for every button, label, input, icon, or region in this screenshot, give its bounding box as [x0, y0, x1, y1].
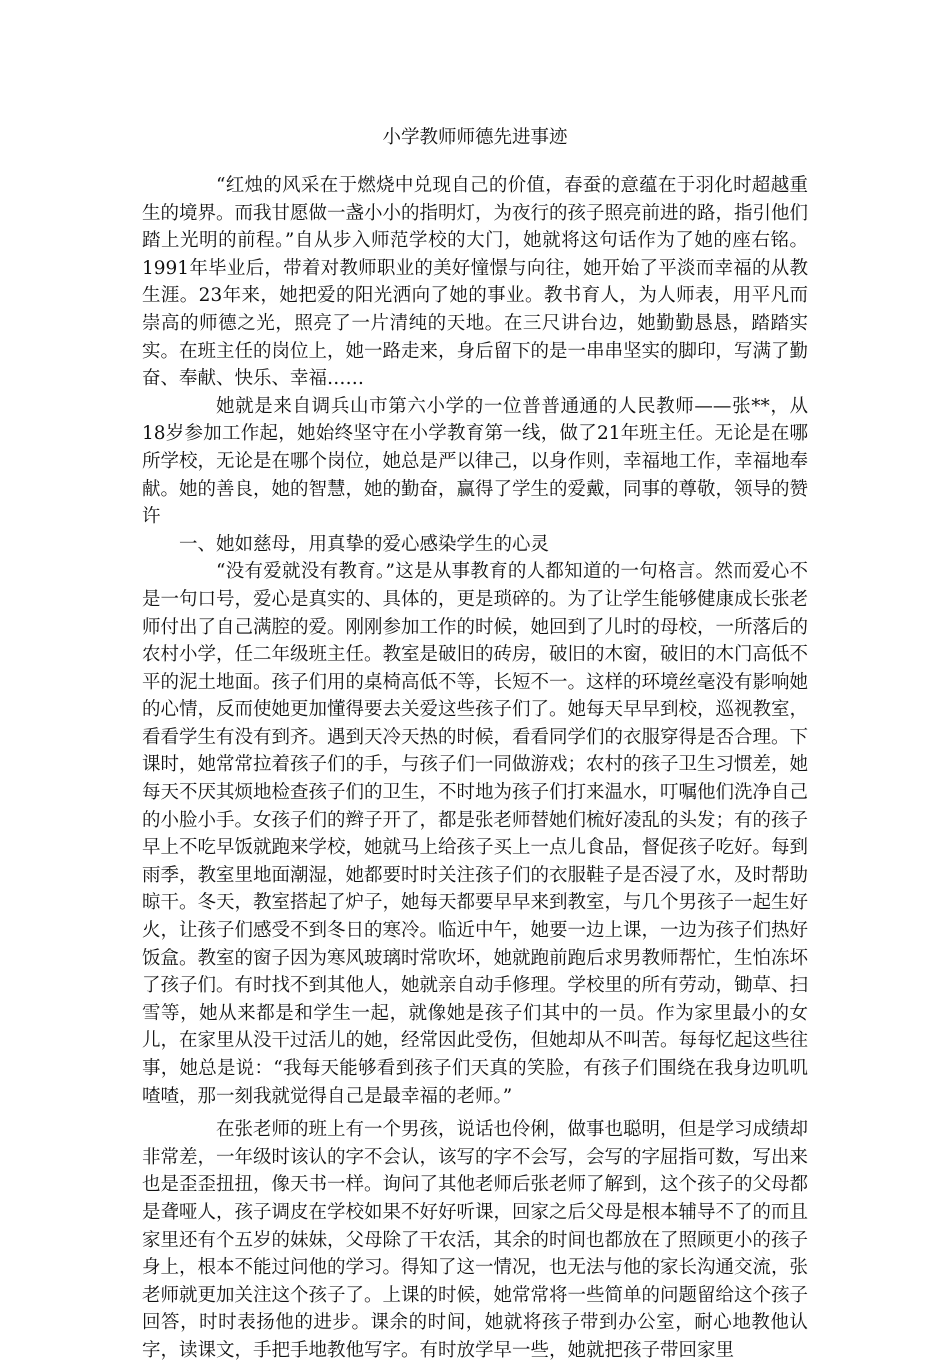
document-title: 小学教师师德先进事迹 — [382, 127, 568, 148]
intro-paragraph-1: “红烛的风采在于燃烧中兑现自己的价值，春蚕的意蕴在于羽化时超越重生的境界。而我甘愿做一盏小小的指明灯，为夜行的孩子照亮前进的路，指引他们踏上光明的前程。”自从步入师范学校的大门，她就将这句话作为了她的座右铭。1991年毕业后，带着对教师职业的美好憧憬与向往，她开始了平淡而幸福的从教生涯。23年来，她把爱的阳光洒向了她的事业。教书育人，为人师表，用平凡而崇高的师德之光，照亮了一片清纯的天地。在三尺讲台边，她勤勤恳恳，踏踏实实。在班主任的岗位上，她一路走来，身后留下的是一串串坚实的脚印，写满了勤奋、奉献、快乐、幸福…… — [142, 175, 809, 390]
section-paragraph-1: “没有爱就没有教育。”这是从事教育的人都知道的一句格言。然而爱心不是一句口号，爱心是真实的、具体的，更是琐碎的。为了让学生能够健康成长张老师付出了自己满腔的爱。刚刚参加工作的时候，她回到了儿时的母校，一所落后的农村小学，任二年级班主任。教室是破旧的砖房，破旧的木窗，破旧的木门高低不平的泥土地面。孩子们用的桌椅高低不等，长短不一。这样的环境丝毫没有影响她的心情，反而使她更加懂得要去关爱这些孩子们了。她每天早早到校，巡视教室，看看学生有没有到齐。遇到天冷天热的时候，看看同学们的衣服穿得是否合理。下课时，她常常拉着孩子们的手，与孩子们一同做游戏；农村的孩子卫生习惯差，她每天不厌其烦地检查孩子们的卫生，不时地为孩子们打来温水，叮嘱他们洗净自己的小脸小手。女孩子们的辫子开了，都是张老师替她们梳好凌乱的头发；有的孩子早上不吃早饭就跑来学校，她就马上给孩子买上一点儿食品，督促孩子吃好。每到雨季，教室里地面潮湿，她都要时时关注孩子们的衣服鞋子是否浸了水，及时帮助晾干。冬天，教室搭起了炉子，她每天都要早早来到教室，与几个男孩子一起生好火，让孩子们感受不到冬日的寒冷。临近中午，她要一边上课，一边为孩子们热好饭盒。教室的窗子因为寒风玻璃时常吹坏，她就跑前跑后求男教师帮忙，生怕冻坏了孩子们。有时找不到其他人，她就亲自动手修理。学校里的所有劳动，锄草、扫雪等，她从来都是和学生一起，就像她是孩子们其中的一员。作为家里最小的女儿，在家里从没干过活儿的她，经常因此受伤，但她却从不叫苦。每每忆起这些往事，她总是说：“我每天能够看到孩子们天真的笑脸，有孩子们围绕在我身边叽叽喳喳，那一刻我就觉得自己是最幸福的老师。” — [142, 561, 809, 1107]
section-paragraph-2: 在张老师的班上有一个男孩，说话也伶俐，做事也聪明，但是学习成绩却非常差，一年级时该认的字不会认，该写的字不会写，会写的字屈指可数，写出来也是歪歪扭扭，像天书一样。询问了其他老师后张老师了解到，这个孩子的父母都是聋哑人，孩子调皮在学校如果不好好听课，回家之后父母是根本辅导不了的而且家里还有个五岁的妹妹，父母除了干农活，其余的时间也都放在了照顾更小的孩子身上，根本不能过问他的学习。得知了这一情况，也无法与他的家长沟通交流，张老师就更加关注这个孩子了。上课的时候，她常常将一些简单的问题留给这个孩子回答，时时表扬他的进步。课余的时间，她就将孩子带到办公室，耐心地教他认字，读课文，手把手地教他写字。有时放学早一些，她就把孩子带回家里 — [142, 1119, 809, 1361]
section-heading: 一、她如慈母，用真挚的爱心感染学生的心灵 — [179, 533, 550, 555]
document-body — [142, 124, 808, 1365]
intro-paragraph-2: 她就是来自调兵山市第六小学的一位普普通通的人民教师——张**，从18岁参加工作起，她始终坚守在小学教育第一线，做了21年班主任。无论是在哪所学校，无论是在哪个岗位，她总是严以律己，以身作则，幸福地工作，幸福地奉献。她的善良，她的智慧，她的勤奋，赢得了学生的爱戴，同事的尊敬，领导的赞许 — [142, 395, 809, 528]
